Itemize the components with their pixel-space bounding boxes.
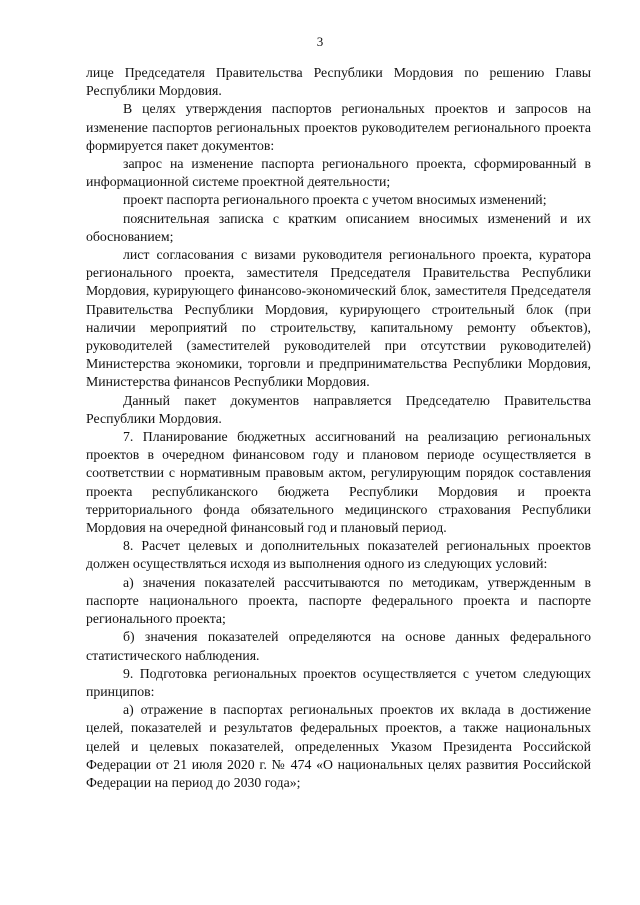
document-body: [86, 64, 591, 792]
clause-9: 9. Подготовка региональных проектов осуществляется с учетом следующих принципов:: [86, 665, 591, 699]
paragraph-continuation: лице Председателя Правительства Республики Мордовия по решению Главы Республики Мордовия.: [86, 65, 591, 99]
clause-8: 8. Расчет целевых и дополнительных показателей региональных проектов должен осуществляться исходя из выполнения одного из следующих условий:: [86, 538, 591, 572]
list-item-approval-sheet: лист согласования с визами руководителя регионального проекта, куратора регионального проекта, заместителя Председателя Правительства Республики Мордовия, курирующего финансово-экономический блок, заместителя Председателя Правительства Республики Мордовия, курирующего строительный блок (при наличии мероприятий по строительству, капитальному ремонту объектов), руководителей (заместителей руководителей при отсутствии руководителей) Министерства экономики, торговли и предпринимательства Республики Мордовия, Министерства финансов Республики Мордовия.: [86, 247, 591, 390]
clause-9-a: а) отражение в паспортах региональных проектов их вклада в достижение целей, показателей и результатов федеральных проектов, а также национальных целей и целевых показателей, определенных Указом Президента Российской Федерации от 21 июля 2020 г. № 474 «О национальных целях развития Российской Федерации на период до 2030 года»;: [86, 702, 591, 790]
clause-8-a: а) значения показателей рассчитываются по методикам, утвержденным в паспорте национального проекта, паспорте федерального проекта и паспорте регионального проекта;: [86, 574, 591, 627]
page-number: 3: [316, 34, 324, 49]
clause-8-b: б) значения показателей определяются на основе данных федерального статистического наблюдения.: [86, 629, 591, 663]
paragraph-passport-approval: В целях утверждения паспортов региональных проектов и запросов на изменение паспортов региональных проектов руководителем регионального проекта формируется пакет документов:: [86, 101, 591, 153]
clause-7: 7. Планирование бюджетных ассигнований на реализацию региональных проектов в очередном финансовом году и плановом периоде осуществляется в соответствии с нормативным правовым актом, регулирующим порядок составления проекта республиканского бюджета Республики Мордовия и проекта территориального фонда обязательного медицинского страхования Республики Мордовия на очередной финансовый год и плановый период.: [86, 429, 591, 536]
list-item-explanatory-note: пояснительная записка с кратким описанием вносимых изменений и их обоснованием;: [86, 210, 591, 244]
list-item-passport-draft: проект паспорта регионального проекта с учетом вносимых изменений;: [123, 192, 547, 208]
list-item-change-request: запрос на изменение паспорта регионального проекта, сформированный в информационной системе проектной деятельности;: [86, 156, 591, 190]
paragraph-package-sent: Данный пакет документов направляется Председателю Правительства Республики Мордовия.: [86, 392, 591, 426]
